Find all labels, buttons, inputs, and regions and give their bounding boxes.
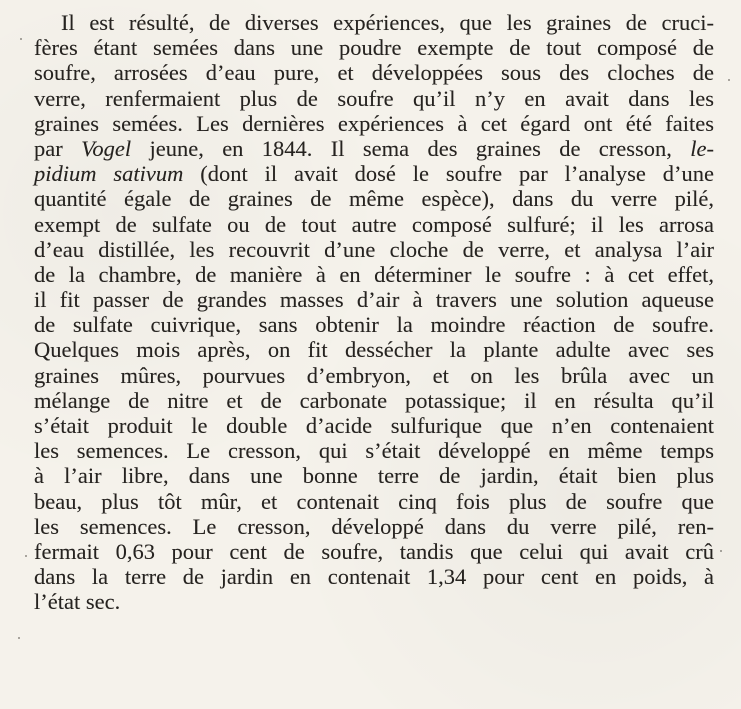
text-segment: s’était produit le double d’acide sulfurique que n’en contenaient <box>34 413 714 438</box>
text-line <box>34 86 714 111</box>
paper-speck <box>25 555 27 557</box>
text-segment: d’eau distillée, les recouvrit d’une cloche de verre, et analysa l’air <box>34 236 714 262</box>
text-line <box>34 539 714 564</box>
text-line <box>34 161 714 186</box>
text-line <box>34 212 714 237</box>
text-line <box>34 60 714 85</box>
species-name-fragment-italic: le- <box>690 135 714 161</box>
text-line <box>34 10 714 35</box>
text-segment: (dont il avait dosé le soufre par l’analyse d’une <box>183 161 714 187</box>
text-line <box>34 312 714 337</box>
text-segment: les semences. Le cresson, qui s’était développé en même temps <box>34 438 714 464</box>
text-line <box>34 136 714 161</box>
text-segment: verre, renfermaient plus de soufre qu’il n’y en avait dans les <box>34 85 714 111</box>
text-line <box>34 363 714 388</box>
species-name-italic: pidium sativum <box>34 161 184 187</box>
text-segment: exempt de sulfate ou de tout autre composé sulfuré; il les arrosa <box>34 211 714 237</box>
text-segment: graines mûres, pourvues d’embryon, et on les brûla avec un <box>34 362 714 388</box>
author-name-italic: Vogel <box>81 135 132 161</box>
text-segment: fermait 0,63 pour cent de soufre, tandis que celui qui avait crû <box>34 538 714 564</box>
paper-speck <box>720 550 722 552</box>
text-line <box>34 564 714 589</box>
text-line <box>34 489 714 514</box>
text-segment: Il est résulté, de diverses expériences, que les graines de cruci- <box>61 10 714 35</box>
text-line <box>34 589 714 614</box>
text-segment: beau, plus tôt mûr, et contenait cinq fois plus de soufre que <box>34 488 714 514</box>
text-line <box>34 463 714 488</box>
text-segment: fères étant semées dans une poudre exempte de tout composé de <box>34 35 714 61</box>
text-segment: quantité égale de graines de même espèce), dans du verre pilé, <box>34 186 714 212</box>
paper-speck <box>20 38 22 40</box>
text-segment: l’état sec. <box>34 589 121 615</box>
text-segment: les semences. Le cresson, développé dans du verre pilé, ren- <box>34 513 714 539</box>
text-segment: Quelques mois après, on fit dessécher la plante adulte avec ses <box>34 337 714 363</box>
text-line <box>34 111 714 136</box>
paper-speck <box>728 79 730 81</box>
text-line <box>34 237 714 262</box>
text-segment: graines semées. Les dernières expériences à cet égard ont été faites <box>34 110 714 136</box>
text-line <box>34 388 714 413</box>
main-paragraph <box>34 10 714 615</box>
text-line <box>34 337 714 362</box>
text-line <box>34 413 714 438</box>
text-segment: dans la terre de jardin en contenait 1,34 pour cent en poids, à <box>34 564 714 590</box>
text-line <box>34 438 714 463</box>
text-segment: il fit passer de grandes masses d’air à travers une solution aqueuse <box>34 287 714 313</box>
text-segment: de sulfate cuivrique, sans obtenir la moindre réaction de soufre. <box>34 312 714 338</box>
text-segment: par <box>34 135 82 161</box>
text-segment: jeune, en 1844. Il sema des graines de cresson, <box>131 135 691 161</box>
text-line <box>34 514 714 539</box>
text-line <box>34 287 714 312</box>
text-segment: de la chambre, de manière à en déterminer le soufre : à cet effet, <box>34 261 714 287</box>
text-line <box>34 35 714 60</box>
text-segment: soufre, arrosées d’eau pure, et développées sous des cloches de <box>34 60 714 86</box>
paper-speck <box>18 637 20 639</box>
text-line <box>34 262 714 287</box>
text-segment: mélange de nitre et de carbonate potassique; il en résulta qu’il <box>34 387 714 413</box>
text-segment: à l’air libre, dans une bonne terre de jardin, était bien plus <box>34 463 714 489</box>
text-line <box>34 186 714 211</box>
